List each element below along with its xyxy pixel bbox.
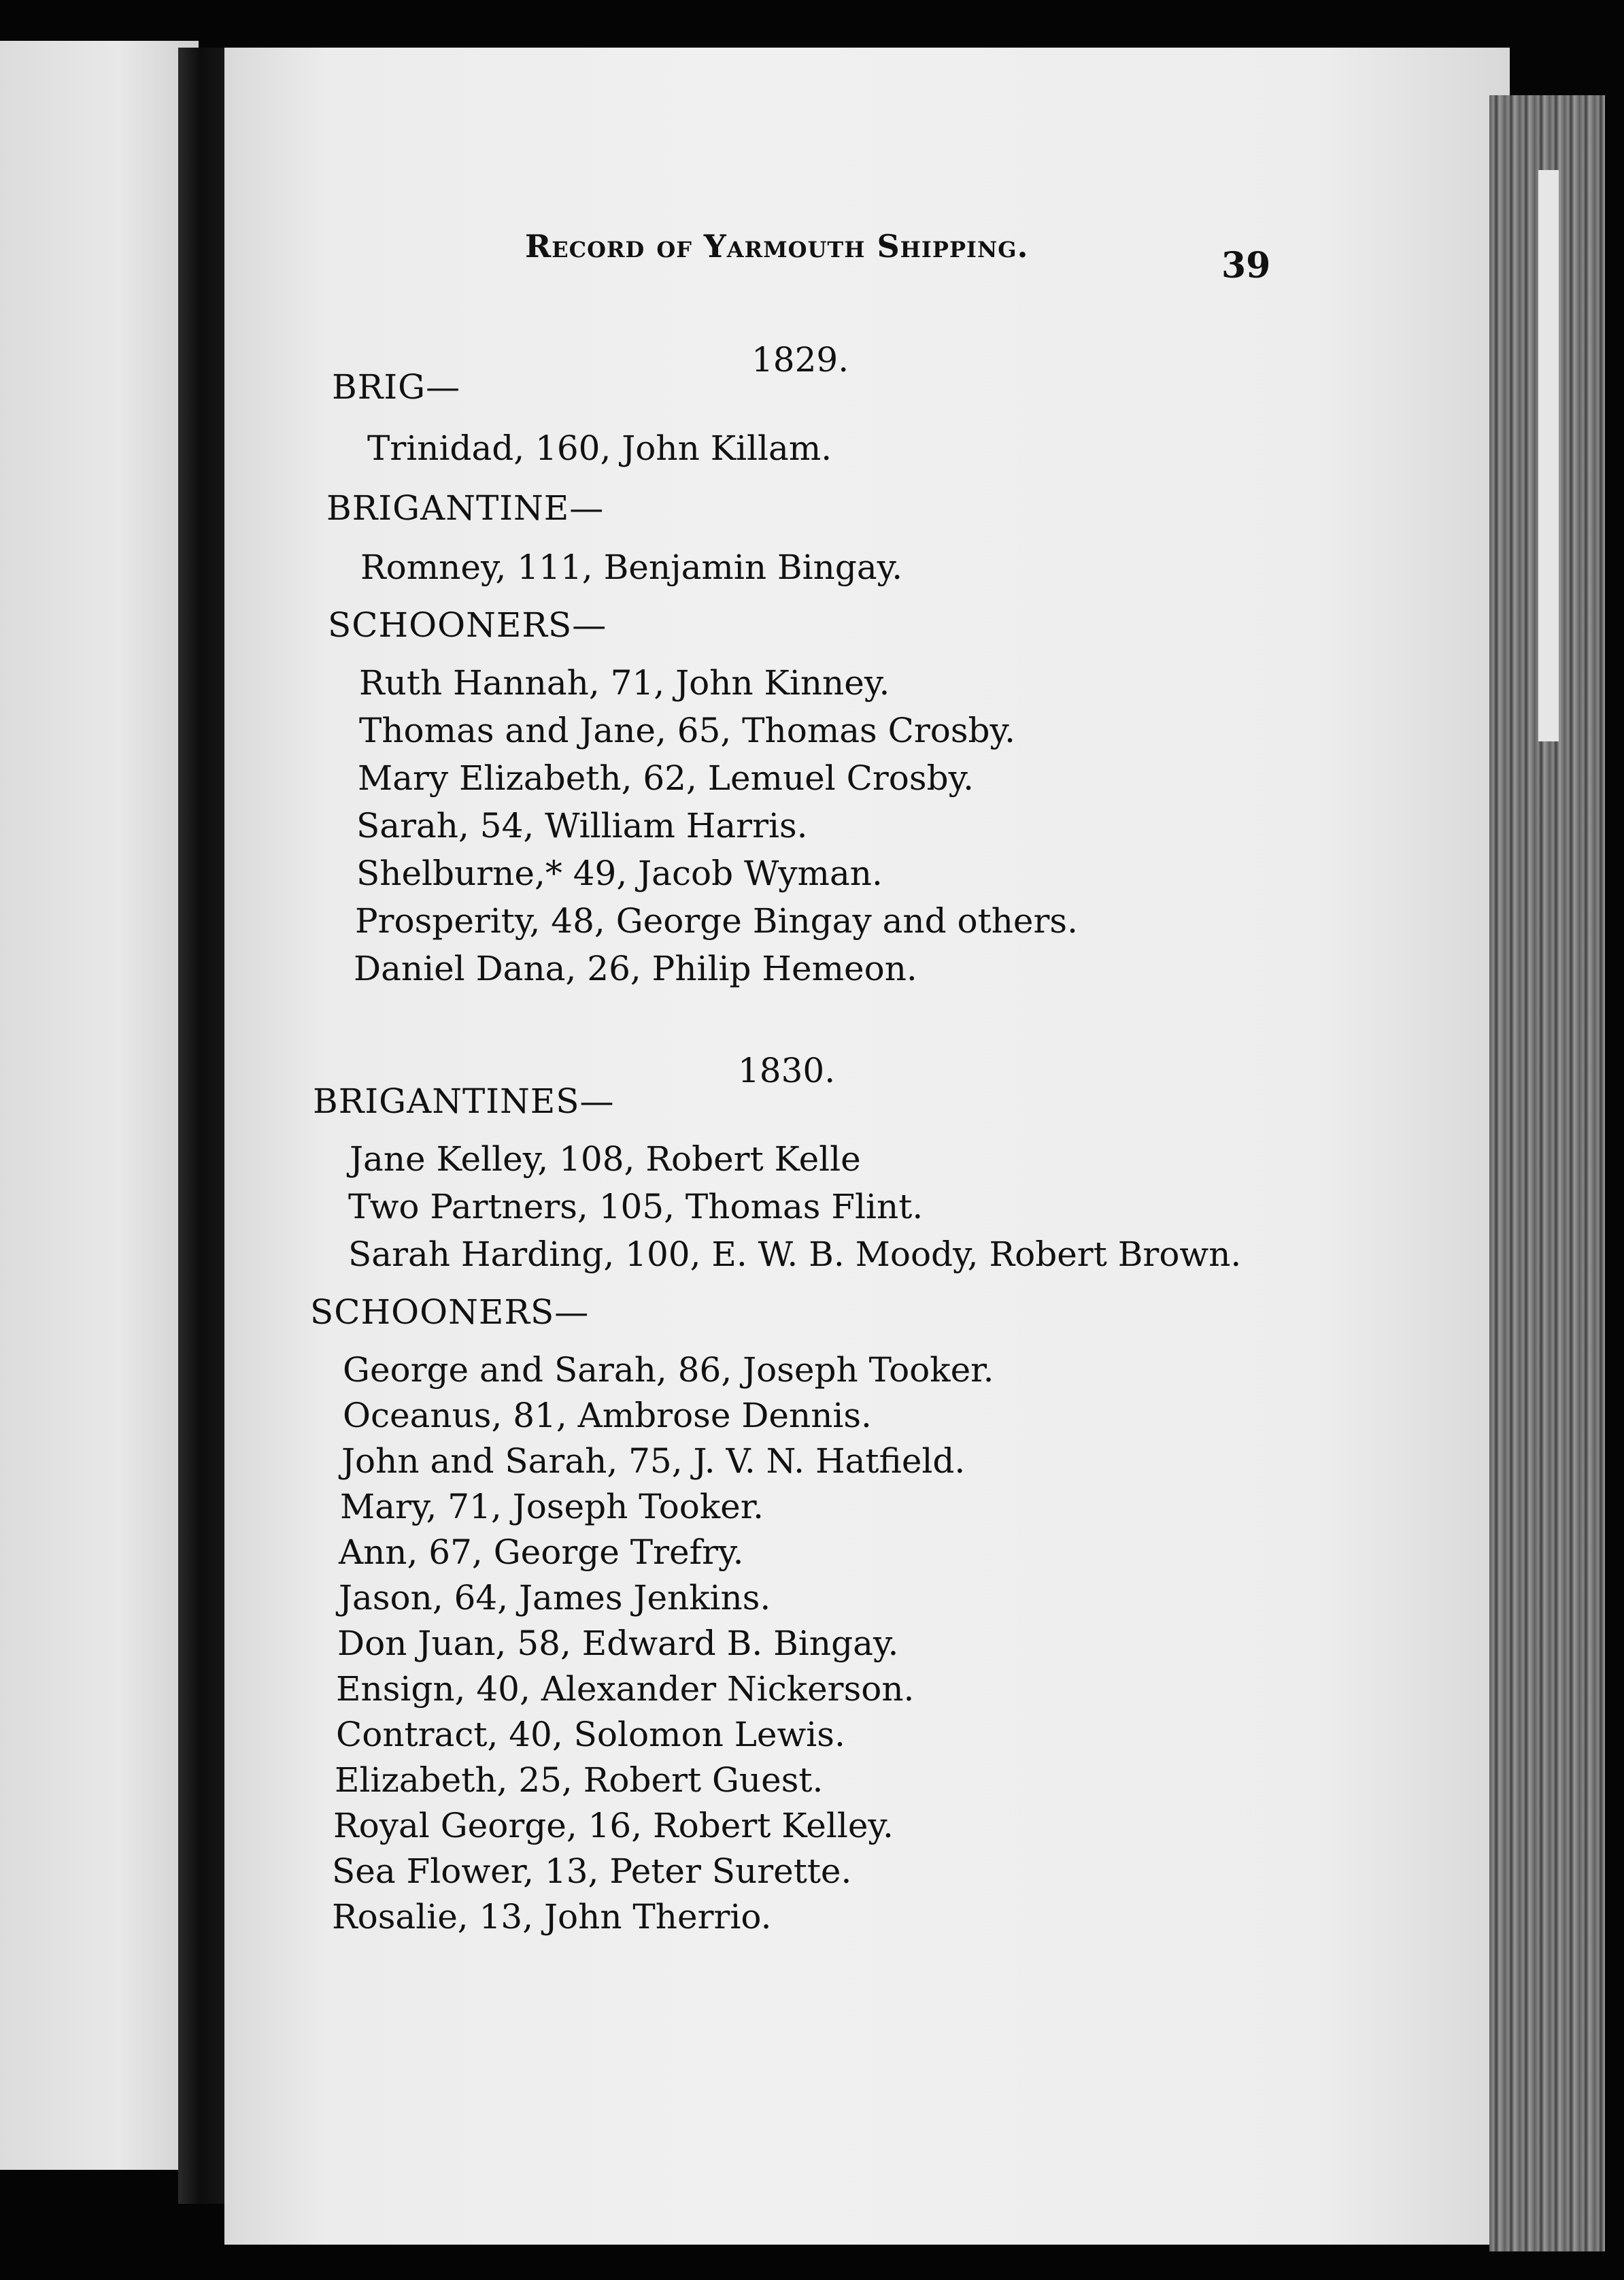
vessel-entry: Rosalie, 13, John Therrio.	[332, 1897, 772, 1937]
vessel-entry: George and Sarah, 86, Joseph Tooker.	[343, 1350, 994, 1390]
vessel-entry: John and Sarah, 75, J. V. N. Hatfield.	[341, 1441, 966, 1481]
vessel-entry: Don Juan, 58, Edward B. Bingay.	[337, 1624, 899, 1663]
vessel-entry: Ann, 67, George Trefry.	[339, 1532, 744, 1572]
vessel-entry: Two Partners, 105, Thomas Flint.	[348, 1187, 924, 1226]
vessel-entry: Jane Kelley, 108, Robert Kelle	[350, 1139, 861, 1179]
vessel-entry: Shelburne,* 49, Jacob Wyman.	[356, 854, 883, 893]
vessel-entry: Jason, 64, James Jenkins.	[339, 1578, 771, 1617]
vessel-entry: Trinidad, 160, John Killam.	[367, 429, 832, 468]
category-heading: SCHOONERS—	[328, 605, 607, 645]
vessel-entry: Royal George, 16, Robert Kelley.	[333, 1806, 894, 1845]
vessel-entry: Ruth Hannah, 71, John Kinney.	[359, 663, 890, 703]
vessel-entry: Mary Elizabeth, 62, Lemuel Crosby.	[358, 758, 975, 798]
category-heading: BRIG—	[332, 367, 461, 407]
vessel-entry: Oceanus, 81, Ambrose Dennis.	[343, 1396, 872, 1435]
page-number: 39	[1221, 245, 1271, 286]
vessel-entry: Ensign, 40, Alexander Nickerson.	[336, 1669, 915, 1709]
year-heading: 1830.	[738, 1051, 836, 1090]
vessel-entry: Contract, 40, Solomon Lewis.	[336, 1715, 845, 1754]
vessel-entry: Elizabeth, 25, Robert Guest.	[335, 1760, 824, 1800]
vessel-entry: Sarah Harding, 100, E. W. B. Moody, Robert Brown.	[348, 1235, 1242, 1274]
vessel-entry: Daniel Dana, 26, Philip Hemeon.	[354, 949, 917, 988]
year-heading: 1829.	[751, 340, 849, 380]
category-heading: BRIGANTINE—	[326, 488, 605, 528]
page-edge-highlight	[1538, 170, 1559, 741]
vessel-entry: Sea Flower, 13, Peter Surette.	[332, 1851, 852, 1891]
vessel-entry: Thomas and Jane, 65, Thomas Crosby.	[359, 711, 1016, 750]
facing-page	[0, 41, 199, 2170]
category-heading: SCHOONERS—	[310, 1292, 590, 1332]
vessel-entry: Romney, 111, Benjamin Bingay.	[360, 548, 903, 587]
vessel-entry: Prosperity, 48, George Bingay and others.	[355, 901, 1078, 941]
category-heading: BRIGANTINES—	[313, 1082, 615, 1121]
running-header: Record of Yarmouth Shipping.	[525, 228, 1029, 265]
vessel-entry: Mary, 71, Joseph Tooker.	[340, 1487, 764, 1526]
vessel-entry: Sarah, 54, William Harris.	[356, 806, 808, 845]
